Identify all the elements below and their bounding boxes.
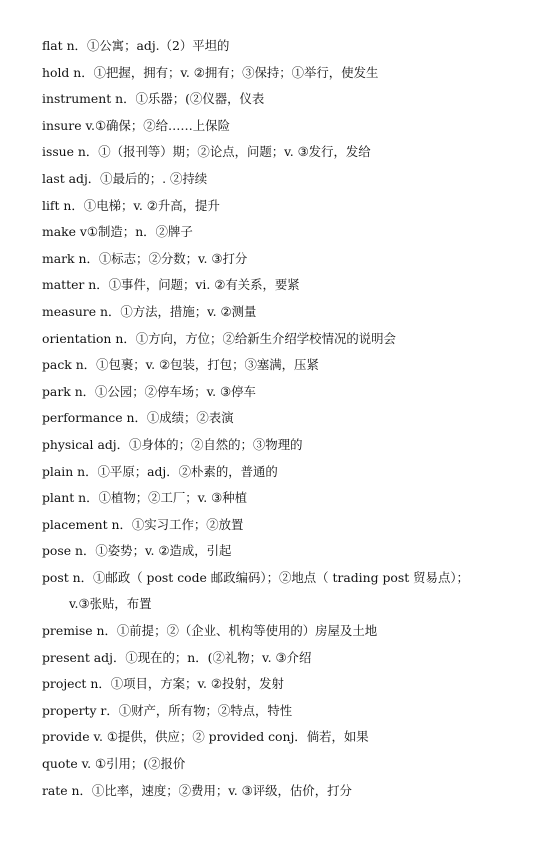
vocab-entry-mark: mark n．①标志；②分数；v. ③打分 — [42, 250, 248, 266]
vocab-entry-provide: provide v. ①提供，供应；② provided conj．倘若，如果 — [42, 729, 369, 745]
vocab-entry-lift: lift n．①电梯；v. ②升高，提升 — [42, 197, 220, 213]
vocabulary-list — [42, 33, 522, 804]
vocab-entry-placement: placement n．①实习工作；②放置 — [42, 516, 244, 532]
vocab-entry-plant: plant n．①植物；②工厂；v. ③种植 — [42, 490, 247, 506]
vocab-entry-performance: performance n．①成绩；②表演 — [42, 410, 234, 426]
vocab-entry-physical: physical adj．①身体的；②自然的；③物理的 — [42, 436, 303, 452]
vocab-entry-pack: pack n．①包裹；v. ②包装，打包；③塞满，压紧 — [42, 357, 319, 373]
vocab-entry-make: make v①制造；n．②牌子 — [42, 224, 193, 240]
vocab-entry-pose: pose n．①姿势；v. ②造成，引起 — [42, 543, 232, 559]
vocab-entry-present: present adj．①现在的；n．(②礼物；v. ③介绍 — [42, 649, 312, 665]
vocab-entry-property: property r．①财产，所有物；②特点，特性 — [42, 702, 293, 718]
vocab-entry-park: park n．①公园；②停车场；v. ③停车 — [42, 383, 256, 399]
vocab-entry-last: last adj．①最后的；. ②持续 — [42, 170, 208, 186]
vocab-entry-matter: matter n．①事件，问题；vi. ②有关系，要紧 — [42, 277, 300, 293]
vocab-entry-insure: insure v.①确保；②给……上保险 — [42, 117, 230, 133]
vocab-entry-project: project n．①项目，方案；v. ②投射，发射 — [42, 676, 284, 692]
vocab-entry-issue: issue n．①（报刊等）期；②论点，问题；v. ③发行，发给 — [42, 144, 371, 160]
vocab-entry-plain: plain n．①平原；adj．②朴素的，普通的 — [42, 463, 278, 479]
vocab-entry-orientation: orientation n．①方向，方位；②给新生介绍学校情况的说明会 — [42, 330, 396, 346]
vocab-entry-hold: hold n．①把握，拥有；v. ②拥有；③保持；①举行，使发生 — [42, 64, 379, 80]
vocab-entry-flat: flat n．①公寓；adj.（2）平坦的 — [42, 38, 230, 53]
vocab-entry-instrument: instrument n．①乐器；(②仪器，仪表 — [42, 91, 265, 107]
vocab-entry-measure: measure n．①方法，措施；v. ②测量 — [42, 303, 257, 319]
vocab-entry-quote: quote v. ①引用；(②报价 — [42, 756, 186, 772]
vocab-entry-post: post n．①邮政（ post code 邮政编码）；②地点（ trading post 贸易点）； — [42, 569, 469, 585]
vocab-entry-premise: premise n．①前提；②（企业、机构等使用的）房屋及土地 — [42, 623, 378, 639]
vocab-entry-rate: rate n．①比率，速度；②费用；v. ③评级，估价，打分 — [42, 782, 352, 798]
vocab-entry-post-continued: v.③张贴，布置 — [69, 596, 152, 612]
